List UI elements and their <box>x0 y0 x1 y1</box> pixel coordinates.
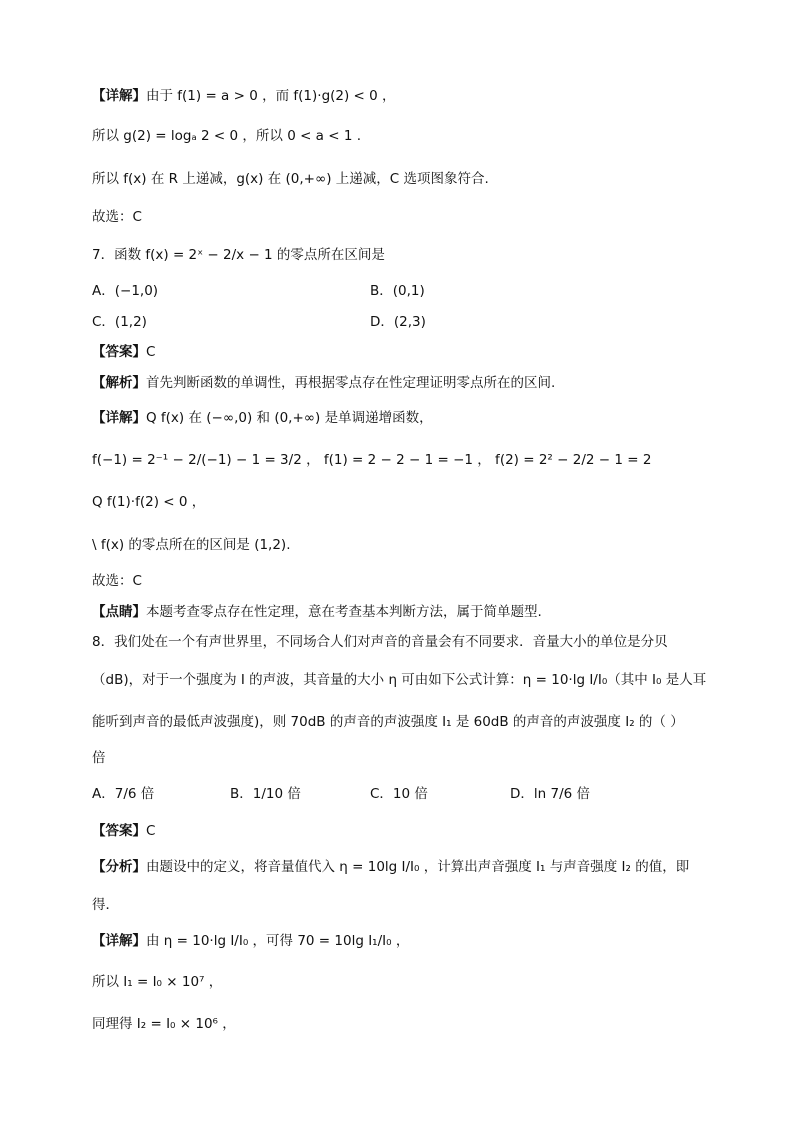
line-text: 倍 <box>92 750 106 766</box>
line-text: D．(2,3) <box>370 314 426 330</box>
text-line-l19 <box>92 748 106 768</box>
text-line-l18 <box>92 712 684 732</box>
line-text: 所以 f(x) 在 R 上递减，g(x) 在 (0,+∞) 上递减，C 选项图象符合. <box>92 171 489 187</box>
text-line-l23 <box>92 895 119 915</box>
section-label: 【解析】 <box>92 375 146 391</box>
line-text: 故选：C <box>92 209 142 225</box>
text-line-l9 <box>92 373 555 393</box>
section-label: 【答案】 <box>92 344 146 360</box>
section-label: 【答案】 <box>92 823 146 839</box>
text-line-l22 <box>92 857 689 877</box>
text-line-l20b <box>230 784 301 804</box>
text-line-l7b <box>370 312 426 332</box>
line-text: （dB)，对于一个强度为 I 的声波，其音量的大小 η 可由如下公式计算：η = 10·lg I/I₀（其中 I₀ 是人耳 <box>92 672 707 688</box>
text-line-l25 <box>92 972 222 992</box>
text-line-l13 <box>92 535 291 555</box>
line-text: 首先判断函数的单调性，再根据零点存在性定理证明零点所在的区间. <box>146 375 556 391</box>
text-line-l4 <box>92 207 142 227</box>
text-line-l17 <box>92 670 706 690</box>
text-line-l1 <box>92 86 396 106</box>
line-text: Q f(x) 在 (−∞,0) 和 (0,+∞) 是单调递增函数， <box>146 410 433 426</box>
text-line-l10 <box>92 408 433 428</box>
line-text: C <box>146 823 156 839</box>
line-text: 由题设中的定义，将音量值代入 η = 10lg I/I₀ ，计算出声音强度 I₁ 与声音强度 I₂ 的值，即 <box>146 859 690 875</box>
text-line-l5 <box>92 245 385 265</box>
line-text: C．(1,2) <box>92 314 147 330</box>
line-text: B．1/10 倍 <box>230 786 301 802</box>
line-text: 8．我们处在一个有声世界里，不同场合人们对声音的音量会有不同要求．音量大小的单位是分贝 <box>92 634 668 650</box>
line-text: 由于 f(1) = a > 0 ，而 f(1)·g(2) < 0 ， <box>146 88 396 104</box>
line-text: \ f(x) 的零点所在的区间是 (1,2). <box>92 537 291 553</box>
text-line-l20a <box>92 784 154 804</box>
text-line-l11 <box>92 450 651 470</box>
line-text: 本题考查零点存在性定理，意在考查基本判断方法，属于简单题型. <box>146 604 542 620</box>
text-line-l2 <box>92 126 361 146</box>
text-line-l15 <box>92 602 542 622</box>
text-line-l6a <box>92 281 158 301</box>
line-text: f(−1) = 2⁻¹ − 2/(−1) − 1 = 3/2 ， f(1) = 2 − 2 − 1 = −1 ， f(2) = 2² − 2/2 − 1 = 2 <box>92 452 652 468</box>
line-text: 能听到声音的最低声波强度)，则 70dB 的声音的声波强度 I₁ 是 60dB 的声音的声波强度 I₂ 的（ ） <box>92 714 684 730</box>
text-line-l3 <box>92 169 489 189</box>
section-label: 【详解】 <box>92 88 146 104</box>
text-line-l14 <box>92 571 142 591</box>
text-line-l26 <box>92 1014 236 1034</box>
line-text: D．ln 7/6 倍 <box>510 786 591 802</box>
line-text: 所以 g(2) = logₐ 2 < 0 ，所以 0 < a < 1 . <box>92 128 362 144</box>
line-text: B．(0,1) <box>370 283 425 299</box>
line-text: A．7/6 倍 <box>92 786 155 802</box>
section-label: 【点睛】 <box>92 604 146 620</box>
line-text: C．10 倍 <box>370 786 428 802</box>
text-line-l6b <box>370 281 425 301</box>
line-text: C <box>146 344 156 360</box>
text-line-l7a <box>92 312 147 332</box>
section-label: 【分析】 <box>92 859 146 875</box>
line-text: 所以 I₁ = I₀ × 10⁷ ， <box>92 974 223 990</box>
line-text: 7．函数 f(x) = 2ˣ − 2/x − 1 的零点所在区间是 <box>92 247 385 263</box>
text-line-l8 <box>92 342 155 362</box>
text-line-l21 <box>92 821 155 841</box>
line-text: A．(−1,0) <box>92 283 159 299</box>
line-text: Q f(1)·f(2) < 0 ， <box>92 494 206 510</box>
text-line-l20c <box>370 784 428 804</box>
line-text: 同理得 I₂ = I₀ × 10⁶ ， <box>92 1016 236 1032</box>
section-label: 【详解】 <box>92 410 146 426</box>
text-line-l16 <box>92 632 668 652</box>
line-text: 故选：C <box>92 573 142 589</box>
text-line-l24 <box>92 931 409 951</box>
text-line-l12 <box>92 492 205 512</box>
text-line-l20d <box>510 784 590 804</box>
line-text: 得． <box>92 897 119 913</box>
line-text: 由 η = 10·lg I/I₀ ，可得 70 = 10lg I₁/I₀ ， <box>146 933 410 949</box>
section-label: 【详解】 <box>92 933 146 949</box>
